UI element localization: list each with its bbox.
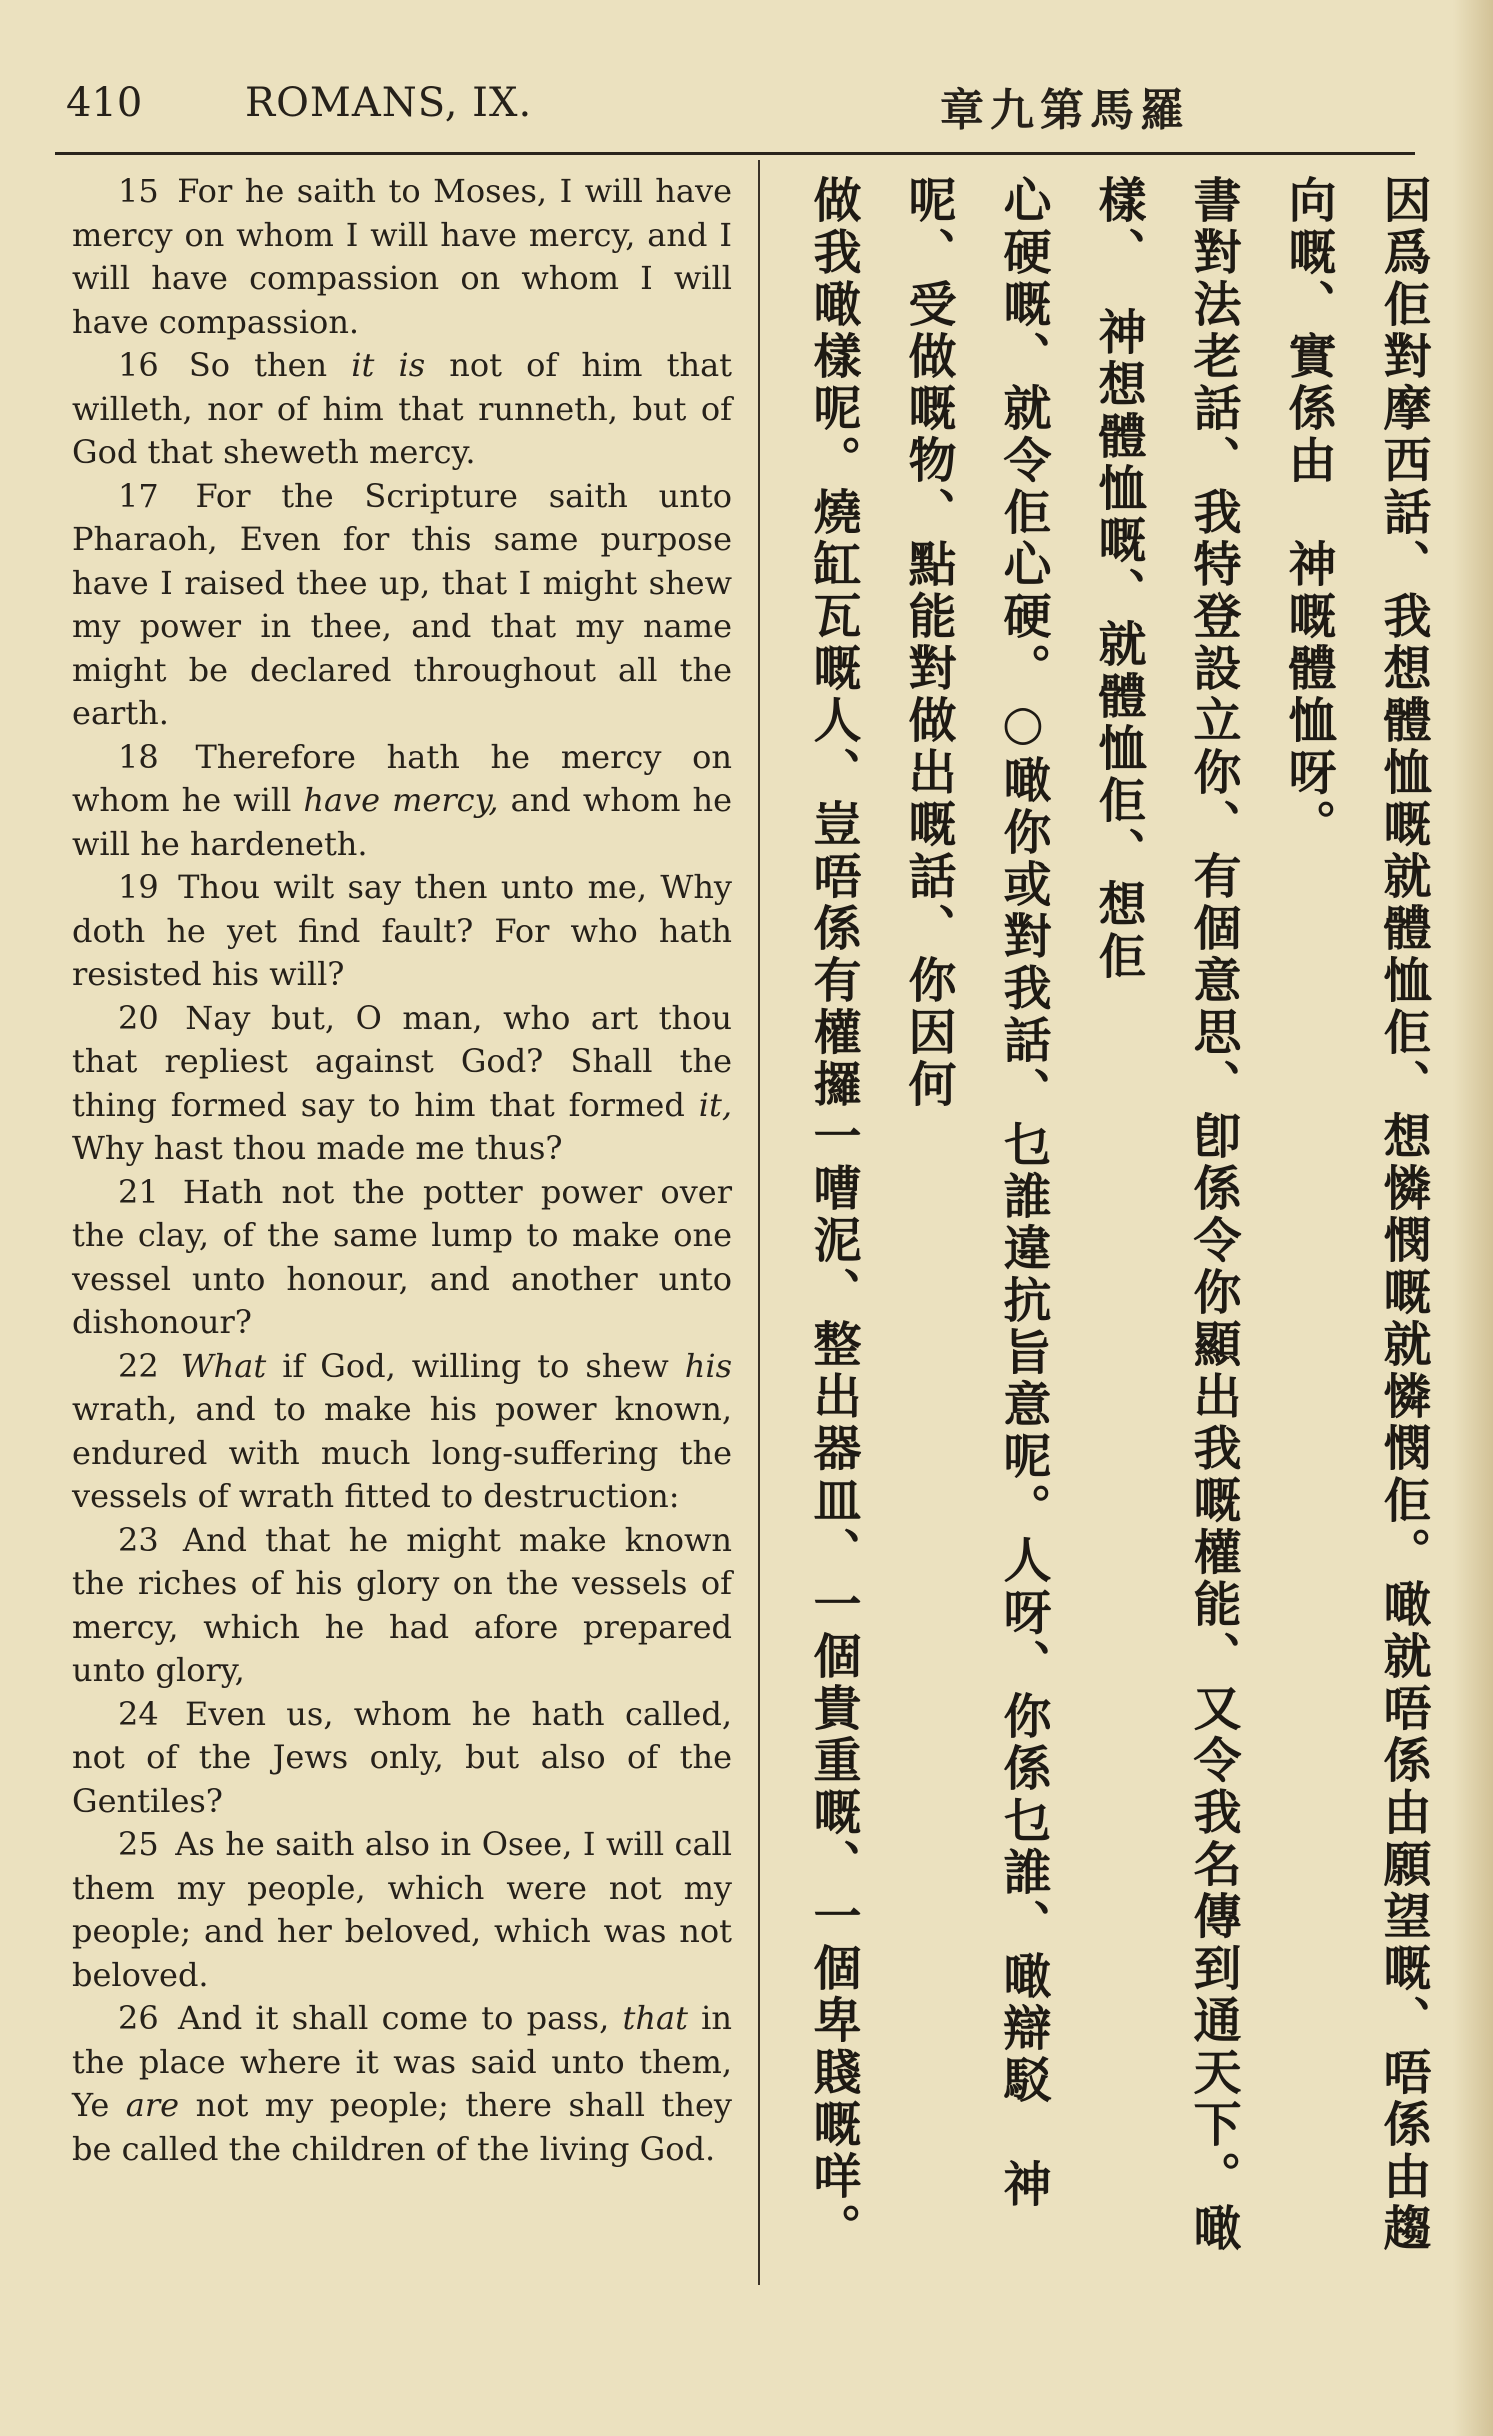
verse-number: 22 <box>118 1346 159 1385</box>
verse-22 <box>72 1345 732 1519</box>
verse-16 <box>72 344 732 475</box>
page-number: 410 <box>66 80 143 126</box>
verse-text: Hath not the potter power over the clay, of the same lump to make one vessel unto honour, and another unto dishonour? <box>72 1172 732 1341</box>
chinese-text-column <box>780 175 1450 2285</box>
verse-number: 21 <box>118 1172 159 1211</box>
chinese-text-column-wrapper <box>780 175 1450 2290</box>
verse-number: 19 <box>118 868 159 906</box>
verse-number: 16 <box>118 346 159 384</box>
english-text-column <box>72 170 732 2171</box>
verse-text: For he saith to Moses, I will have mercy on whom I will have mercy, and I will have compassion on whom I will have compassion. <box>72 172 733 341</box>
page-edge-shadow <box>1453 0 1493 2436</box>
running-title: ROMANS, IX. <box>245 80 533 126</box>
chinese-column-line: 因爲佢對摩西話、我想體恤嘅就體恤佢、想憐憫嘅就憐憫佢。噉就唔係由願望嘅、唔係由趨向嘅、實係由 神嘅體恤呀。 <box>1280 175 1431 2255</box>
verse-15 <box>72 170 732 344</box>
verse-20 <box>72 997 732 1171</box>
verse-number: 20 <box>118 998 159 1037</box>
column-divider <box>758 160 760 2285</box>
verse-text: And it shall come to pass, that in the place where it was said unto them, Ye are not my people; there shall they be called the children of the living God. <box>72 1999 733 2168</box>
verse-text: Thou wilt say then unto me, Why doth he yet find fault? For who hath resisted his will? <box>72 868 733 993</box>
chinese-column-line: 做我噉樣呢。燒缸瓦嘅人、豈唔係有權攞一嘈泥、整出器皿、一個貴重嘅、一個卑賤嘅咩。 <box>805 175 861 2255</box>
verse-text: And that he might make known the riches of his glory on the vessels of mercy, which he had afore prepared unto glory, <box>72 1520 733 1689</box>
verse-19 <box>72 866 732 997</box>
verse-25 <box>72 1823 732 1997</box>
verse-number: 15 <box>118 172 159 210</box>
verse-24 <box>72 1693 732 1824</box>
verse-text: Nay but, O man, who art thou that repliest against God? Shall the thing formed say to him that formed it, Why hast thou made me thus? <box>72 998 732 1167</box>
verse-23 <box>72 1519 732 1693</box>
verse-26 <box>72 1997 732 2171</box>
verse-number: 25 <box>118 1825 159 1863</box>
page-header <box>0 70 1493 140</box>
chinese-column-line: 書對法老話、我特登設立你、有個意思、卽係令你顯出我嘅權能、又令我名傳到通天下。噉樣、 神想體恤嘅、就體恤佢、想佢 <box>1090 175 1241 2255</box>
verse-text: So then it is not of him that willeth, nor of him that runneth, but of God that sheweth mercy. <box>72 346 733 471</box>
chinese-column-line: 心硬嘅、就令佢心硬。○噉你或對我話、乜誰違抗旨意呢。人呀、你係乜誰、噉辯駁 神呢、受做嘅物、點能對做出嘅話、你因何 <box>900 175 1051 2211</box>
verse-number: 23 <box>118 1520 159 1559</box>
verse-number: 24 <box>118 1694 159 1733</box>
verse-17 <box>72 475 732 736</box>
verse-text: For the Scripture saith unto Pharaoh, Even for this same purpose have I raised thee up, that I might shew my power in thee, and that my name might be declared throughout all the earth. <box>72 476 732 732</box>
verse-text: What if God, willing to shew his wrath, and to make his power known, endured with much long-suffering the vessels of wrath fitted to destruction: <box>72 1346 732 1515</box>
verse-number: 26 <box>118 1999 159 2037</box>
verse-text: Even us, whom he hath called, not of the Jews only, but also of the Gentiles? <box>72 1694 733 1820</box>
verse-number: 17 <box>118 476 159 515</box>
verse-text: Therefore hath he mercy on whom he will have mercy, and whom he will he hardeneth. <box>72 737 733 863</box>
verse-21 <box>72 1171 732 1345</box>
header-rule <box>55 152 1415 155</box>
verse-number: 18 <box>118 737 159 776</box>
chinese-running-title: 章九第馬羅 <box>940 85 1190 136</box>
verse-text: As he saith also in Osee, I will call them my people, which were not my people; and her beloved, which was not beloved. <box>72 1825 733 1994</box>
verse-18 <box>72 736 732 867</box>
